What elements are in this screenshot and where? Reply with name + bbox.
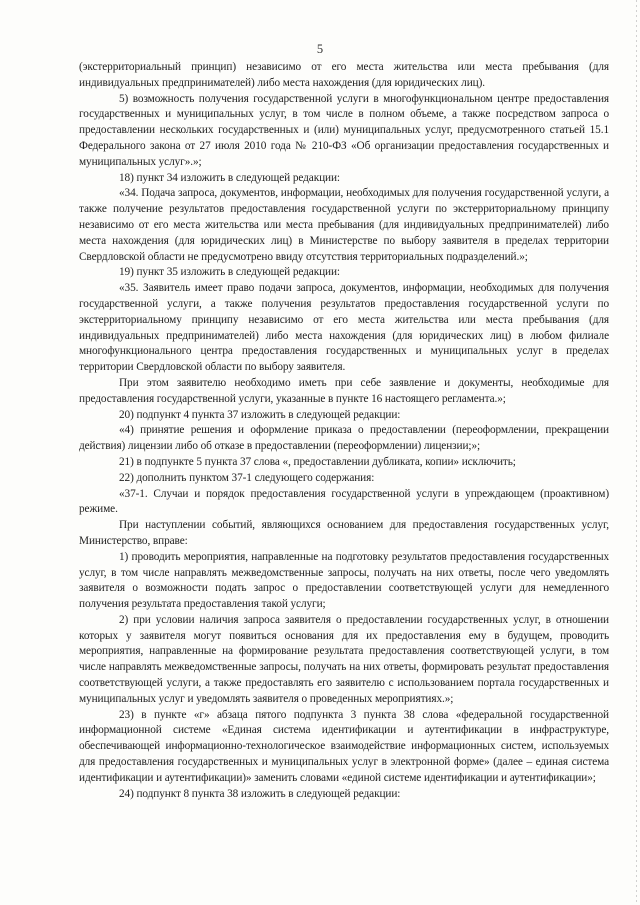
paragraph: 24) подпункт 8 пункта 38 изложить в следующей редакции: (119, 787, 401, 800)
paragraph: «35. Заявитель имеет право подачи запроса, документов, информации, необходимых для получения государственной услуги, а также получения результатов предоставления государственной услуги по экстерриториальному принципу независимо от его места жительства или места пребывания (для индивидуальных предпринимателей) либо места нахождения (для юридических лиц) в любом филиале многофункционального центра предоставления государственных и муниципальных услуг в пределах территории Свердловской области по выбору заявителя. (79, 282, 609, 374)
scan-edge-decoration (636, 0, 637, 905)
paragraph: 18) пункт 34 изложить в следующей редакции: (119, 171, 340, 184)
paragraph: 20) подпункт 4 пункта 37 изложить в следующей редакции: (119, 408, 401, 421)
paragraph: 23) в пункте «г» абзаца пятого подпункта 3 пункта 38 слова «федеральной государственной информационной системе «Единая система идентификации и аутентификации в инфраструктуре, обеспечивающей информационно-технологическое взаимодействие информационных систем, используемых для предоставления государственных и муниципальных услуг в электронной форме» (далее – единая система идентификации и аутентификации)» заменить словами «единой системе идентификации и аутентификации»; (79, 708, 609, 784)
paragraph: 22) дополнить пунктом 37-1 следующего содержания: (119, 471, 375, 484)
paragraph: 21) в подпункте 5 пункта 37 слова «, предоставлении дубликата, копии» исключить; (119, 455, 516, 468)
paragraph: «4) принятие решения и оформление приказа о предоставлении (переоформлении, прекращении действия) лицензии либо об отказе в предоставлении (переоформлении) лицензии;»; (79, 424, 609, 453)
paragraph: При этом заявителю необходимо иметь при себе заявление и документы, необходимые для предоставления государственной услуги, указанные в пункте 16 настоящего регламента.»; (79, 376, 609, 405)
paragraph: 19) пункт 35 изложить в следующей редакции: (119, 266, 340, 279)
paragraph: 5) возможность получения государственной услуги в многофункциональном центре предоставления государственных и муниципальных услуг, в том числе в полном объеме, а также посредством запроса о предоставлении нескольких государственных и (или) муниципальных услуг, предусмотренного статьей 15.1 Федерального закона от 27 июля 2010 года № 210-ФЗ «Об организации предоставления государственных и муниципальных услуг».»; (79, 92, 609, 168)
paragraph: 1) проводить мероприятия, направленные на подготовку результатов предоставления государственных услуг, в том числе направлять межведомственные запросы, получать на них ответы, после чего уведомлять заявителя о возможности подать запрос о предоставлении соответствующей услуги для немедленного получения результата предоставления такой услуги; (79, 550, 609, 611)
paragraph: «34. Подача запроса, документов, информации, необходимых для получения государственной услуги, а также получение результатов предоставления государственной услуги по экстерриториальному принципу независимо от его места жительства или места пребывания (для индивидуальных предпринимателей) либо места нахождения (для юридических лиц) в Министерстве по выбору заявителя в пределах территории Свердловской области не предусмотрено ввиду отсутствия территориальных подразделений.»; (79, 187, 609, 263)
paragraph: (экстерриториальный принцип) независимо от его места жительства или места пребывания (для индивидуальных предпринимателей) либо места нахождения (для юридических лиц). (79, 61, 609, 89)
paragraph: 2) при условии наличия запроса заявителя о предоставлении государственных услуг, в отношении которых у заявителя могут появиться основания для их предоставления ему в будущем, проводить мероприятия, направленные на формирование результата предоставления соответствующей услуги, в том числе направлять межведомственные запросы, получать на них ответы, формировать результат предоставления соответствующей услуги, а также предоставлять его заявителю с использованием портала государственных и муниципальных услуг и уведомлять заявителя о проведенных мероприятиях.»; (79, 613, 609, 705)
paragraph: «37-1. Случаи и порядок предоставления государственной услуги в упреждающем (проактивном) режиме. (79, 487, 609, 516)
paragraph: При наступлении событий, являющихся основанием для предоставления государственных услуг, Министерство, вправе: (79, 519, 609, 547)
document-body (79, 60, 609, 802)
page-number: 5 (316, 42, 324, 56)
